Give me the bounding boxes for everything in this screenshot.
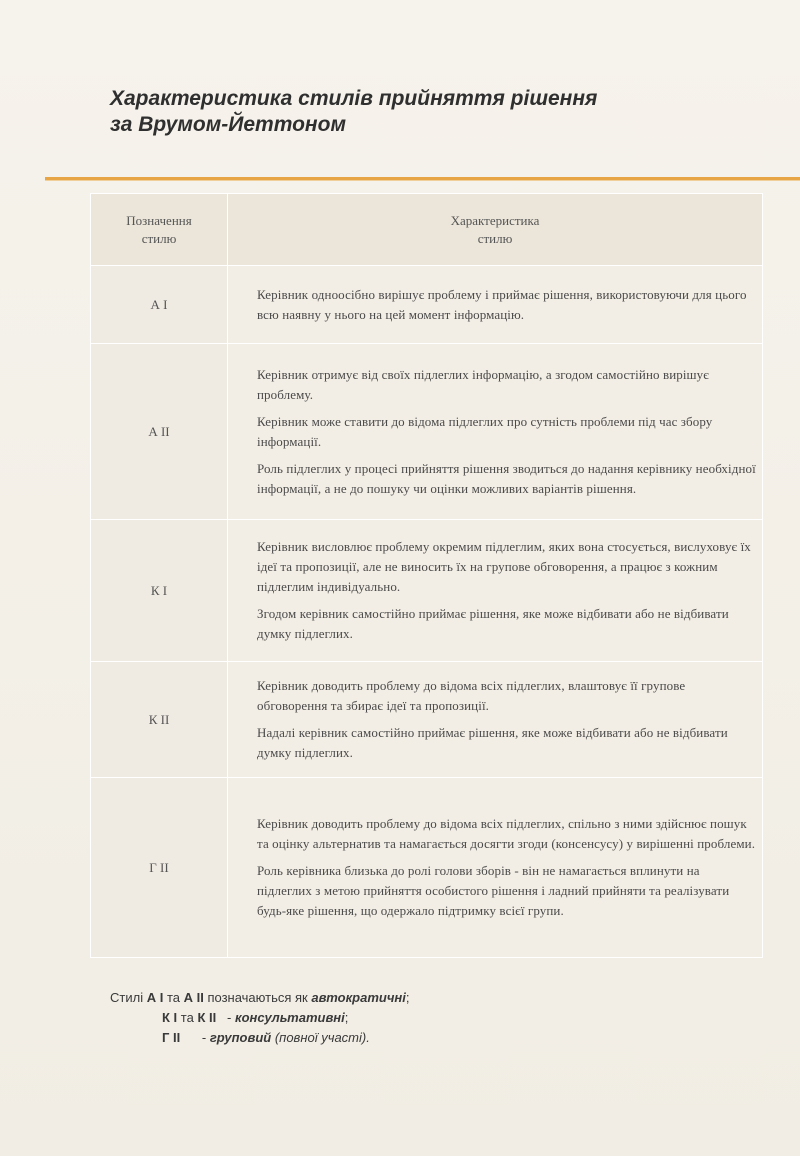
table-row (91, 520, 763, 662)
table-row (91, 266, 763, 344)
legend-term: груповий (209, 1030, 272, 1045)
header-desc-line-1: Характеристика (450, 212, 540, 228)
header-desc-line-2: стилю (477, 230, 513, 246)
legend-term: автократичні (311, 990, 406, 1005)
styles-table (90, 193, 763, 958)
description-paragraph: Керівник доводить проблему до відома всіх підлеглих, влаштовує її групове обговорення та збирає ідеї та пропозиції. (257, 678, 686, 713)
style-code: А І (91, 266, 228, 344)
legend-code: К І (162, 1010, 178, 1025)
legend-code: А ІІ (183, 990, 204, 1005)
legend-dash: - (180, 1030, 210, 1045)
description-paragraph: Роль керівника близька до ролі голови зборів - він не намагається вплинути на підлеглих з метою прийняття особистого рішення і ладний прийняти та реалізувати будь-яке рішення, що одержало підтримку всієї групи. (257, 863, 730, 918)
accent-divider-shadow (45, 180, 800, 181)
table-header-row (91, 194, 763, 266)
title-line-2: за Врумом-Йеттоном (110, 113, 346, 136)
style-description (228, 662, 763, 778)
legend-term: консультативні (235, 1010, 345, 1025)
style-legend (110, 988, 750, 1048)
legend-dash: - (216, 1010, 235, 1025)
legend-code: К ІІ (197, 1010, 217, 1025)
legend-line-consultative (110, 1008, 750, 1028)
header-code (91, 194, 228, 266)
table-row (91, 778, 763, 958)
legend-punct: ; (405, 990, 410, 1005)
title-line-1: Характеристика стилів прийняття рішення (110, 87, 598, 110)
style-description (228, 266, 763, 344)
style-code: К І (91, 520, 228, 662)
legend-line-group (110, 1028, 750, 1048)
table-row (91, 344, 763, 520)
description-paragraph: Керівник отримує від своїх підлеглих інформацію, а згодом самостійно вирішує проблему. (257, 366, 709, 402)
legend-code: Г ІІ (162, 1030, 181, 1045)
header-code-line-2: стилю (141, 230, 177, 246)
legend-prefix: Стилі (110, 990, 147, 1005)
table-row (91, 662, 763, 778)
header-code-line-1: Позначення (126, 212, 192, 228)
style-description (228, 520, 763, 662)
header-description (228, 194, 763, 266)
description-paragraph: Згодом керівник самостійно приймає рішення, яке може відбивати або не відбивати думку підлеглих. (257, 606, 729, 641)
description-paragraph: Керівник доводить проблему до відома всіх підлеглих, спільно з ними здійснює пошук та оцінку альтернатив та намагається досягти згоди (консенсусу) у вирішенні проблеми. (257, 816, 756, 851)
style-code: Г ІІ (91, 778, 228, 958)
legend-code: А І (146, 990, 164, 1005)
legend-note: (повної участі). (271, 1030, 370, 1045)
description-paragraph: Керівник одноосібно вирішує проблему і приймає рішення, використовуючи для цього всю наявну у нього на цей момент інформацію. (257, 286, 747, 322)
slide-title (110, 86, 730, 138)
legend-conjunction: та (163, 990, 184, 1005)
description-paragraph: Надалі керівник самостійно приймає рішення, яке може відбивати або не відбивати думку підлеглих. (257, 725, 728, 760)
style-description (228, 344, 763, 520)
style-description (228, 778, 763, 958)
description-paragraph: Роль підлеглих у процесі прийняття рішення зводиться до надання керівнику необхідної інформації, а не до пошуку чи оцінки можливих варіантів рішення. (257, 460, 756, 496)
legend-text: позначаються як (203, 990, 312, 1005)
style-code: А ІІ (91, 344, 228, 520)
legend-conjunction: та (177, 1010, 198, 1025)
description-paragraph: Керівник висловлює проблему окремим підлеглим, яких вона стосується, вислуховує їх ідеї та пропозиції, але не виносить їх на групове обговорення, а працює з кожним підлеглим індивідуально. (257, 539, 751, 594)
description-paragraph: Керівник може ставити до відома підлеглих про сутність проблеми під час збору інформації. (257, 413, 713, 449)
legend-punct: ; (344, 1010, 349, 1025)
style-code: К ІІ (91, 662, 228, 778)
legend-line-autocratic (110, 988, 750, 1008)
